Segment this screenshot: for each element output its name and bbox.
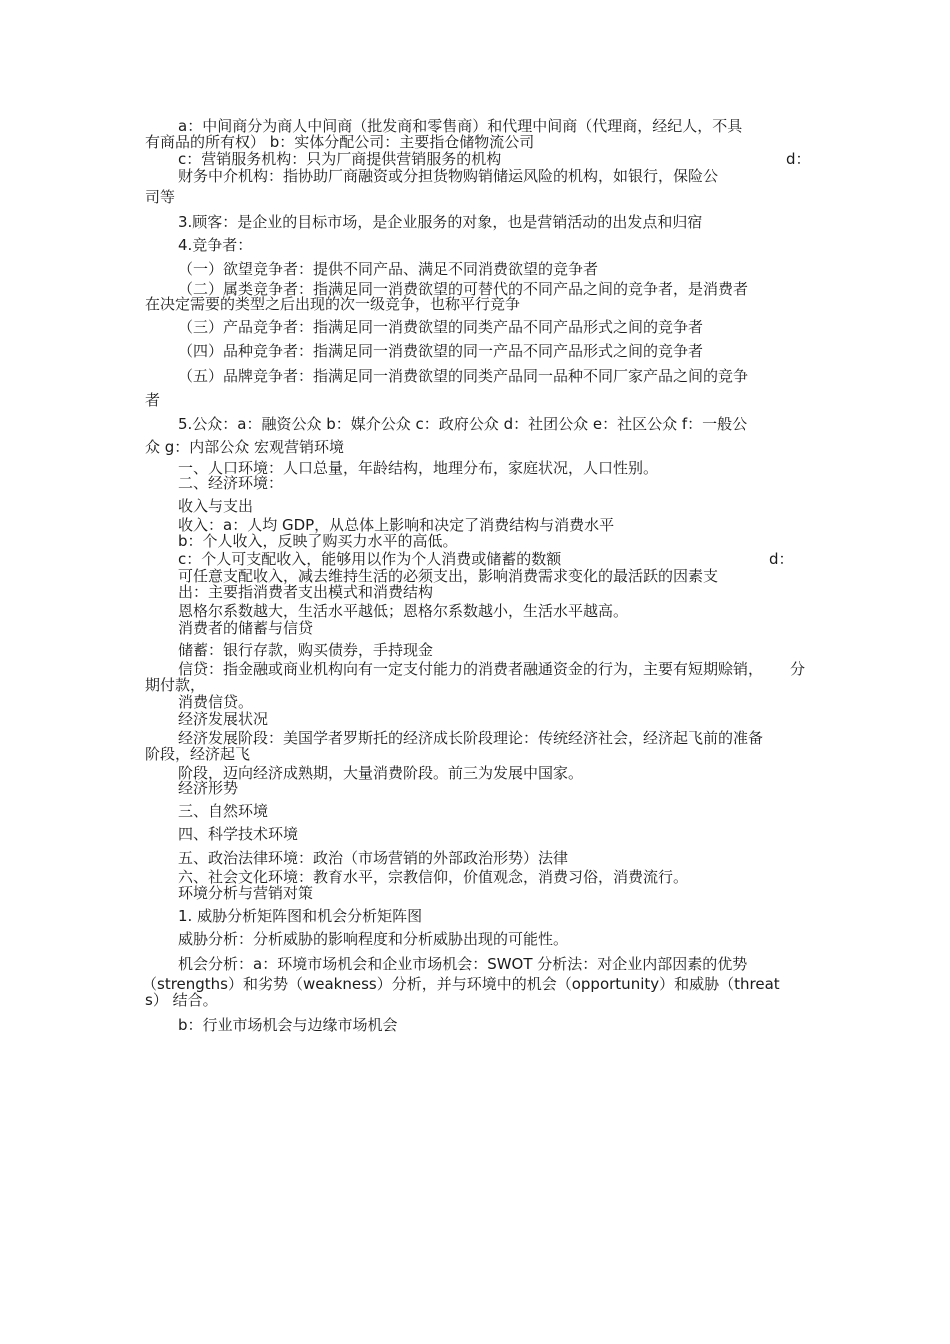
text-line: 储蓄：银行存款，购买债券，手持现金 xyxy=(178,641,434,659)
text-line: 一、人口环境：人口总量，年龄结构，地理分布，家庭状况，人口性别。 xyxy=(178,459,659,477)
text-line: 六、社会文化环境：教育水平，宗教信仰，价值观念，消费习俗，消费流行。 xyxy=(178,868,689,886)
text-line: 五、政治法律环境：政治（市场营销的外部政治形势）法律 xyxy=(178,849,569,867)
text-line: 1. 威胁分析矩阵图和机会分析矩阵图 xyxy=(178,907,423,925)
text-line: （一）欲望竞争者：提供不同产品、满足不同消费欲望的竞争者 xyxy=(178,260,599,278)
text-line: 信贷：指金融或商业机构向有一定支付能力的消费者融通资金的行为，主要有短期赊销， xyxy=(178,660,764,678)
text-line: 有商品的所有权） b：实体分配公司：主要指仓储物流公司 xyxy=(145,133,535,151)
text-line: 者 xyxy=(145,391,161,409)
text-line: 司等 xyxy=(145,188,176,206)
text-line: 3.顾客：是企业的目标市场，是企业服务的对象，也是营销活动的出发点和归宿 xyxy=(178,213,703,231)
text-line: 消费者的储蓄与信贷 xyxy=(178,619,314,637)
text-line: 环境分析与营销对策 xyxy=(178,884,314,902)
text-line: 分 xyxy=(790,660,806,678)
text-line: s） 结合。 xyxy=(145,991,218,1009)
text-line: （三）产品竞争者：指满足同一消费欲望的同类产品不同产品形式之间的竞争者 xyxy=(178,318,704,336)
text-line: 可任意支配收入，减去维持生活的必须支出，影响消费需求变化的最活跃的因素支 xyxy=(178,567,719,585)
text-line: （四）品种竞争者：指满足同一消费欲望的同一产品不同产品形式之间的竞争者 xyxy=(178,342,704,360)
text-line: 收入：a：人均 GDP，从总体上影响和决定了消费结构与消费水平 xyxy=(178,516,615,534)
text-line: d： xyxy=(769,550,794,568)
text-line: （strengths）和劣势（weakness）分析，并与环境中的机会（opportunity）和威胁（threat xyxy=(142,975,780,993)
text-line: 5.公众：a：融资公众 b：媒介公众 c：政府公众 d：社团公众 e：社区公众 f：一般公 xyxy=(178,415,748,433)
text-line: 阶段，迈向经济成熟期，大量消费阶段。前三为发展中国家。 xyxy=(178,764,584,782)
text-line: 财务中介机构：指协助厂商融资或分担货物购销储运风险的机构，如银行，保险公 xyxy=(178,167,719,185)
text-line: 经济发展阶段：美国学者罗斯托的经济成长阶段理论：传统经济社会，经济起飞前的准备 xyxy=(178,729,764,747)
text-line: 期付款， xyxy=(145,676,206,694)
text-line: 二、经济环境： xyxy=(178,474,284,492)
text-line: 三、自然环境 xyxy=(178,802,269,820)
text-line: 经济形势 xyxy=(178,779,239,797)
text-line: 四、科学技术环境 xyxy=(178,825,299,843)
text-line: 收入与支出 xyxy=(178,497,254,515)
text-line: 恩格尔系数越大，生活水平越低；恩格尔系数越小，生活水平越高。 xyxy=(178,602,629,620)
text-line: 阶段，经济起飞 xyxy=(145,745,251,763)
text-line: 出：主要指消费者支出模式和消费结构 xyxy=(178,583,434,601)
text-line: 经济发展状况 xyxy=(178,710,269,728)
text-line: d： xyxy=(786,150,811,168)
text-line: （五）品牌竞争者：指满足同一消费欲望的同类产品同一品种不同厂家产品之间的竞争 xyxy=(178,367,749,385)
text-line: c：个人可支配收入，能够用以作为个人消费或储蓄的数额 xyxy=(178,550,562,568)
text-line: b：行业市场机会与边缘市场机会 xyxy=(178,1016,398,1034)
text-line: 机会分析：a：环境市场机会和企业市场机会：SWOT 分析法：对企业内部因素的优势 xyxy=(178,955,748,973)
text-line: （二）属类竞争者：指满足同一消费欲望的可替代的不同产品之间的竞争者，是消费者 xyxy=(178,280,749,298)
text-line: b：个人收入，反映了购买力水平的高低。 xyxy=(178,532,458,550)
text-line: 在决定需要的类型之后出现的次一级竞争，也称平行竞争 xyxy=(145,295,521,313)
text-line: c：营销服务机构：只为厂商提供营销服务的机构 xyxy=(178,150,502,168)
text-line: 众 g：内部公众 宏观营销环境 xyxy=(145,438,345,456)
text-line: 消费信贷。 xyxy=(178,693,254,711)
text-line: a：中间商分为商人中间商（批发商和零售商）和代理中间商（代理商，经纪人，不具 xyxy=(178,117,743,135)
text-line: 4.竞争者： xyxy=(178,236,253,254)
text-line: 威胁分析：分析威胁的影响程度和分析威胁出现的可能性。 xyxy=(178,930,569,948)
